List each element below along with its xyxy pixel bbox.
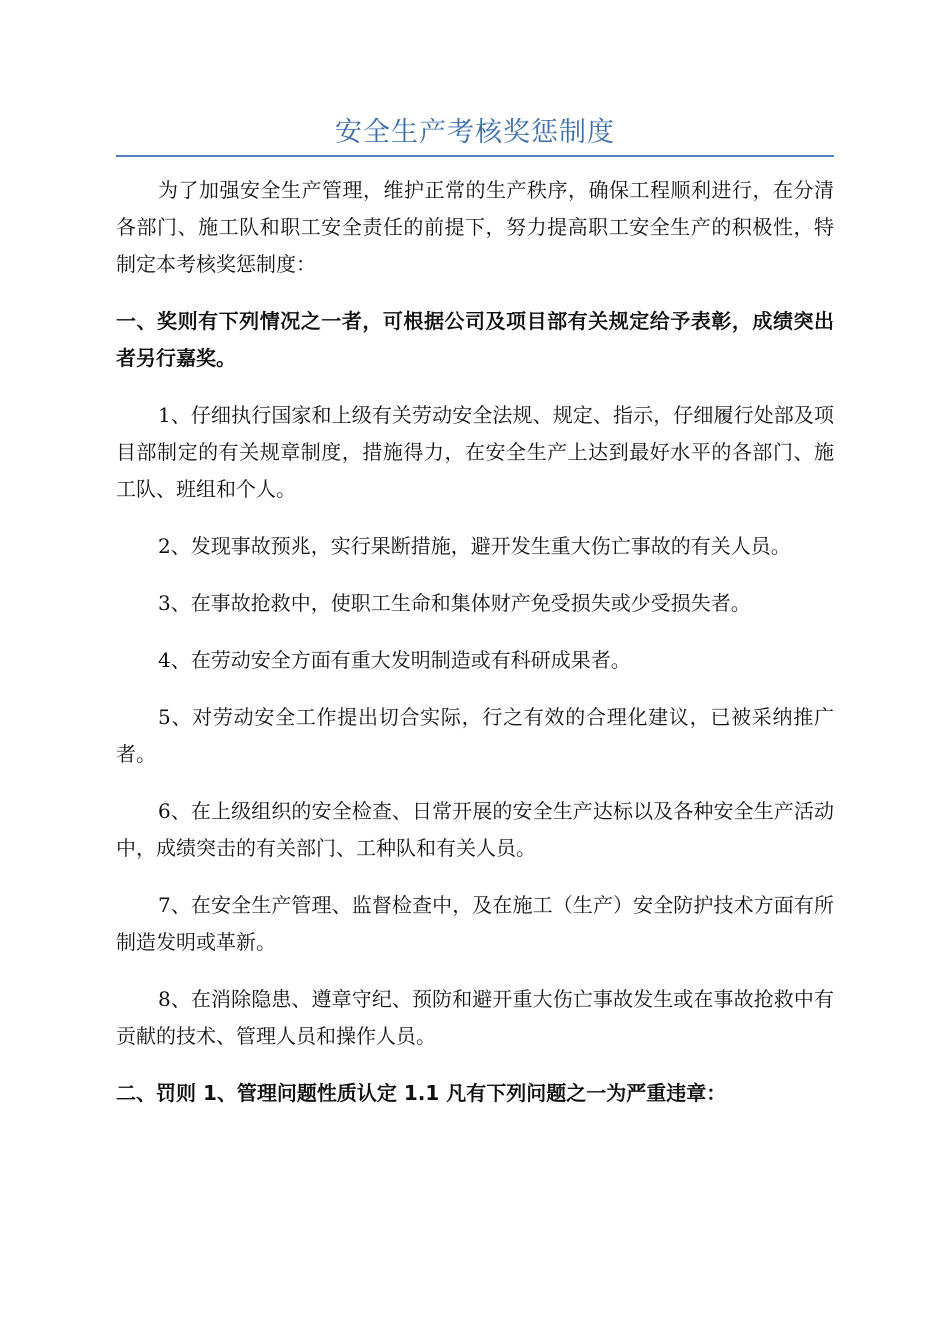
list-item: 2、发现事故预兆，实行果断措施，避开发生重大伤亡事故的有关人员。 — [158, 534, 791, 558]
list-item: 1、仔细执行国家和上级有关劳动安全法规、规定、指示，仔细履行处部及项目部制定的有关规章制度，措施得力，在安全生产上达到最好水平的各部门、施工队、班组和个人。 — [116, 403, 834, 501]
intro-paragraph: 为了加强安全生产管理，维护正常的生产秩序，确保工程顺利进行，在分清各部门、施工队和职工安全责任的前提下，努力提高职工安全生产的积极性，特制定本考核奖惩制度： — [116, 178, 834, 276]
list-item: 5、对劳动安全工作提出切合实际，行之有效的合理化建议，已被采纳推广者。 — [116, 705, 834, 766]
page-title: 安全生产考核奖惩制度 — [335, 117, 615, 148]
list-item: 6、在上级组织的安全检查、日常开展的安全生产达标以及各种安全生产活动中，成绩突击的有关部门、工种队和有关人员。 — [116, 799, 834, 860]
title-underline — [116, 155, 834, 157]
list-item: 4、在劳动安全方面有重大发明制造或有科研成果者。 — [158, 648, 631, 672]
section-heading-penalties: 二、罚则 1、管理问题性质认定 1.1 凡有下列问题之一为严重违章： — [116, 1081, 727, 1105]
list-item: 3、在事故抢救中，使职工生命和集体财产免受损失或少受损失者。 — [158, 591, 751, 615]
reward-list — [116, 397, 834, 1055]
section-heading-rewards: 一、奖则有下列情况之一者，可根据公司及项目部有关规定给予表彰，成绩突出者另行嘉奖。 — [116, 309, 834, 370]
document-body — [116, 172, 834, 1132]
list-item: 8、在消除隐患、遵章守纪、预防和避开重大伤亡事故发生或在事故抢救中有贡献的技术、管理人员和操作人员。 — [116, 987, 834, 1048]
list-item: 7、在安全生产管理、监督检查中，及在施工（生产）安全防护技术方面有所制造发明或革新。 — [116, 893, 834, 954]
